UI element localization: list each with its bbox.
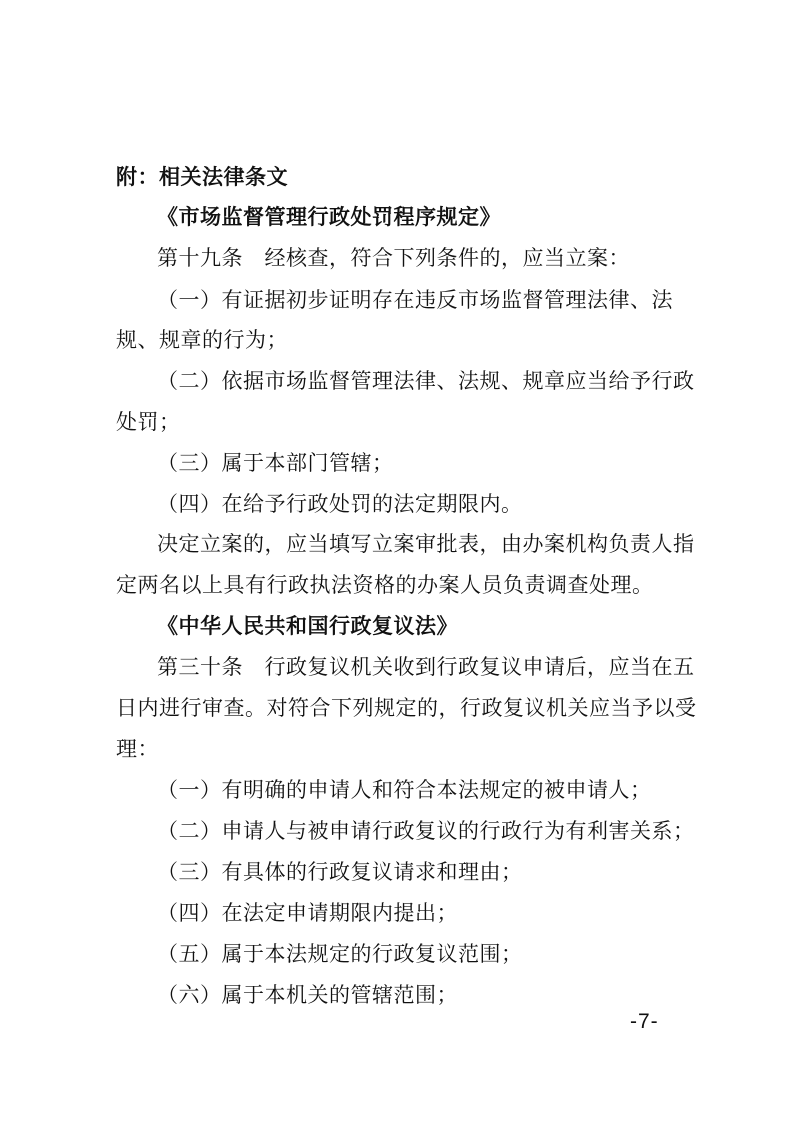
article-30-item-3: （三）有具体的行政复议请求和理由； <box>157 860 523 884</box>
article-19-item-1-line-1: （一）有证据初步证明存在违反市场监督管理法律、法 <box>157 288 673 312</box>
article-30-item-1: （一）有明确的申请人和符合本法规定的被申请人； <box>157 778 652 802</box>
section-title-market-regulation: 《市场监督管理行政处罚程序规定》 <box>157 205 501 229</box>
article-19-decision-line-2: 定两名以上具有行政执法资格的办案人员负责调查处理。 <box>116 573 654 597</box>
article-19-item-1-line-2: 规、规章的行为； <box>116 328 288 352</box>
article-19-heading: 第十九条 经核查，符合下列条件的，应当立案： <box>157 246 630 270</box>
article-30-item-5: （五）属于本法规定的行政复议范围； <box>157 942 523 966</box>
article-30-line-3: 理： <box>116 737 159 761</box>
article-19-item-4: （四）在给予行政处罚的法定期限内。 <box>157 492 523 516</box>
article-19-item-2-line-2: 处罚； <box>116 410 181 434</box>
section-title-administrative-review-law: 《中华人民共和国行政复议法》 <box>157 614 458 638</box>
article-19-item-2-line-1: （二）依据市场监督管理法律、法规、规章应当给予行政 <box>157 369 695 393</box>
article-19-decision-line-1: 决定立案的，应当填写立案审批表，由办案机构负责人指 <box>157 532 695 556</box>
page-number: -7- <box>630 1010 659 1033</box>
article-19-item-3: （三）属于本部门管辖； <box>157 451 394 475</box>
article-30-item-2: （二）申请人与被申请行政复议的行政行为有利害关系； <box>157 819 695 843</box>
article-30-item-6: （六）属于本机关的管辖范围； <box>157 983 458 1007</box>
article-30-line-2: 日内进行审查。对符合下列规定的，行政复议机关应当予以受 <box>116 696 697 720</box>
article-30-item-4: （四）在法定申请期限内提出； <box>157 901 458 925</box>
appendix-heading: 附：相关法律条文 <box>116 165 288 189</box>
article-30-line-1: 第三十条 行政复议机关收到行政复议申请后，应当在五 <box>157 655 695 679</box>
